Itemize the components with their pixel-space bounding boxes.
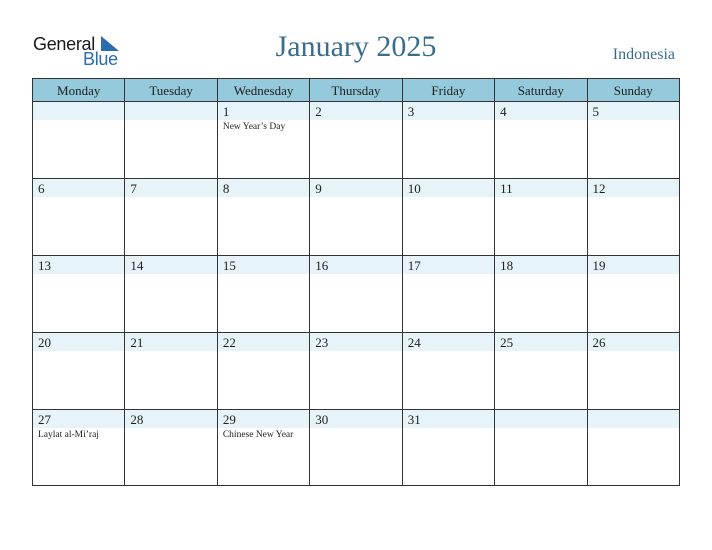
day-cell xyxy=(125,410,217,486)
day-cell xyxy=(403,179,495,255)
day-cell xyxy=(125,333,217,409)
day-number: 19 xyxy=(592,258,606,273)
day-number: 15 xyxy=(222,258,236,273)
day-number: 31 xyxy=(407,412,421,427)
day-cell xyxy=(218,179,310,255)
calendar-grid xyxy=(32,78,680,486)
day-number: 30 xyxy=(315,412,329,427)
logo-word-blue: Blue xyxy=(83,49,118,69)
day-number: 6 xyxy=(38,181,45,196)
weekday-thursday: Thursday xyxy=(310,79,402,101)
day-band xyxy=(33,102,124,120)
holiday-label: New Year’s Day xyxy=(222,122,286,132)
day-cell xyxy=(310,333,402,409)
page-title: January 2025 xyxy=(275,30,437,63)
day-cell xyxy=(218,256,310,332)
day-number: 24 xyxy=(407,335,421,350)
day-cell xyxy=(125,102,217,178)
day-cell xyxy=(588,179,679,255)
day-number: 12 xyxy=(592,181,606,196)
day-cell xyxy=(495,102,587,178)
week-row xyxy=(33,410,679,486)
day-cell xyxy=(310,179,402,255)
day-cell xyxy=(495,410,587,486)
day-cell xyxy=(403,333,495,409)
day-cell xyxy=(125,179,217,255)
day-number: 20 xyxy=(38,335,51,350)
day-number: 16 xyxy=(315,258,329,273)
day-cell xyxy=(33,410,125,486)
day-cell xyxy=(310,410,402,486)
weekday-monday: Monday xyxy=(33,79,125,101)
day-cell xyxy=(33,102,125,178)
day-number: 13 xyxy=(38,258,51,273)
day-cell xyxy=(33,179,125,255)
day-cell xyxy=(588,256,679,332)
day-band xyxy=(495,102,586,120)
weekday-wednesday: Wednesday xyxy=(218,79,310,101)
day-number: 2 xyxy=(315,104,322,119)
day-number: 10 xyxy=(407,181,421,196)
day-cell xyxy=(218,333,310,409)
day-number: 4 xyxy=(500,104,507,119)
day-number: 9 xyxy=(315,181,322,196)
day-cell xyxy=(495,333,587,409)
day-number: 5 xyxy=(592,104,600,119)
day-band xyxy=(310,179,401,197)
day-number: 17 xyxy=(407,258,421,273)
day-number: 28 xyxy=(130,412,144,427)
weekday-tuesday: Tuesday xyxy=(125,79,217,101)
weekday-saturday: Saturday xyxy=(495,79,587,101)
day-cell xyxy=(33,256,125,332)
day-cell xyxy=(495,256,587,332)
day-number: 25 xyxy=(500,335,514,350)
day-band xyxy=(125,102,216,120)
day-number: 3 xyxy=(407,104,415,119)
day-number: 27 xyxy=(38,412,51,427)
week-row xyxy=(33,102,679,179)
day-number: 11 xyxy=(500,181,513,196)
weekday-friday: Friday xyxy=(403,79,495,101)
day-band xyxy=(33,179,124,197)
day-band xyxy=(310,102,401,120)
day-cell xyxy=(218,102,310,178)
day-cell xyxy=(310,102,402,178)
day-cell xyxy=(33,333,125,409)
holiday-label: Chinese New Year xyxy=(222,430,294,440)
day-band xyxy=(495,410,586,428)
logo-word-general: General xyxy=(33,34,95,54)
day-number: 14 xyxy=(130,258,144,273)
day-number: 8 xyxy=(222,181,230,196)
day-band xyxy=(218,179,309,197)
week-row xyxy=(33,179,679,256)
day-number: 1 xyxy=(222,104,230,119)
day-cell xyxy=(588,333,679,409)
day-cell xyxy=(495,179,587,255)
day-cell xyxy=(403,410,495,486)
holiday-label: Laylat al-Mi’raj xyxy=(38,430,99,440)
weekday-header xyxy=(33,79,679,102)
day-number: 22 xyxy=(222,335,236,350)
weekday-sunday: Sunday xyxy=(613,83,653,98)
day-cell xyxy=(588,102,679,178)
week-row xyxy=(33,333,679,410)
day-cell xyxy=(588,410,679,486)
day-cell xyxy=(403,102,495,178)
day-number: 18 xyxy=(500,258,514,273)
country-label: Indonesia xyxy=(612,46,675,63)
week-row xyxy=(33,256,679,333)
day-cell xyxy=(403,256,495,332)
day-cell xyxy=(218,410,310,486)
day-number: 7 xyxy=(130,181,137,196)
day-cell xyxy=(125,256,217,332)
day-band xyxy=(588,102,679,120)
day-band xyxy=(588,410,679,428)
weeks-container xyxy=(33,102,679,486)
day-number: 29 xyxy=(222,412,236,427)
day-number: 23 xyxy=(315,335,329,350)
day-cell xyxy=(310,256,402,332)
day-band xyxy=(403,102,494,120)
day-number: 26 xyxy=(592,335,606,350)
day-band xyxy=(218,102,309,120)
day-band xyxy=(125,179,216,197)
day-number: 21 xyxy=(130,335,144,350)
